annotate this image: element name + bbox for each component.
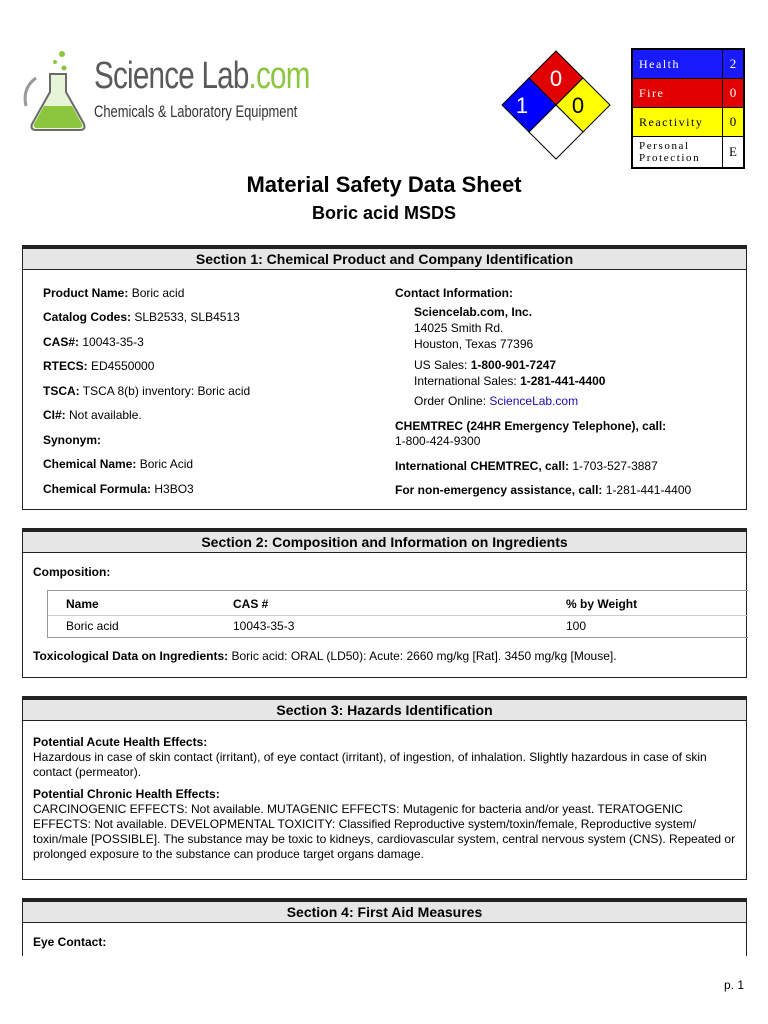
hmis-ppe-label: Personal Protection <box>633 137 723 167</box>
company-name: Sciencelab.com, Inc. <box>414 305 533 319</box>
order-online-field: Order Online: ScienceLab.com <box>414 394 579 408</box>
hmis-fire-value: 0 <box>729 85 737 100</box>
table-row-name: Boric acid <box>66 619 119 633</box>
hmis-reactivity-value: 0 <box>729 114 737 129</box>
hmis-reactivity-label: Reactivity <box>633 108 723 136</box>
synonym-field: Synonym: <box>43 433 102 447</box>
intl-sales-field: International Sales: 1-281-441-4400 <box>414 374 606 388</box>
eye-contact-label: Eye Contact: <box>33 935 107 949</box>
rtecs-field: RTECS: ED4550000 <box>43 359 155 373</box>
hmis-fire-row <box>633 79 743 108</box>
section-3 <box>22 696 747 880</box>
table-divider <box>48 615 748 616</box>
section-4-heading: Section 4: First Aid Measures <box>23 899 746 923</box>
chronic-effects-label: Potential Chronic Health Effects: <box>33 787 220 801</box>
hmis-fire-label: Fire <box>633 79 723 107</box>
nfpa-fire-value: 0 <box>549 66 563 91</box>
section-3-body <box>23 721 746 862</box>
us-sales-field: US Sales: 1-800-901-7247 <box>414 358 557 372</box>
company-address-2: Houston, Texas 77396 <box>414 337 534 351</box>
hmis-health-value: 2 <box>729 56 737 71</box>
table-header-cas: CAS # <box>233 597 269 611</box>
catalog-codes-field: Catalog Codes: SLB2533, SLB4513 <box>43 310 240 324</box>
table-row-cas: 10043-35-3 <box>233 619 295 633</box>
table-header-weight: % by Weight <box>566 597 638 611</box>
non-emergency-field: For non-emergency assistance, call: 1-281-441-4400 <box>395 483 692 497</box>
contact-info-label: Contact Information: <box>395 286 513 300</box>
document-title: Material Safety Data Sheet <box>246 172 522 197</box>
product-name-field: Product Name: Boric acid <box>43 286 185 300</box>
section-3-heading: Section 3: Hazards Identification <box>23 697 746 721</box>
nfpa-diamond <box>500 49 612 161</box>
chemtrec-phone: 1-800-424-9300 <box>395 434 481 448</box>
composition-label: Composition: <box>33 565 111 579</box>
chemical-name-field: Chemical Name: Boric Acid <box>43 457 194 471</box>
chronic-effects-text: CARCINOGENIC EFFECTS: Not available. MUTAGENIC EFFECTS: Mutagenic for bacteria and/or yeast. TERATOGENIC EFFECTS: Not available. DEVELOPMENTAL TOXICITY: Classified Reproductive system/toxin/female, Reproductive system/ toxin/male [POSSIBLE]. The substance may be toxic to kidneys, cardiovascular system, central nervous system (CNS). Repeated or prolonged exposure to the substance can produce target organs damage. <box>33 802 736 861</box>
composition-table <box>47 590 748 638</box>
hmis-ppe-row <box>633 137 743 167</box>
order-online-link[interactable]: ScienceLab.com <box>489 394 579 408</box>
document-subtitle: Boric acid MSDS <box>311 203 457 223</box>
cas-field: CAS#: 10043-35-3 <box>43 335 144 349</box>
table-row-weight: 100 <box>566 619 587 633</box>
nfpa-reactivity-value: 0 <box>571 93 585 118</box>
hmis-rating-table <box>631 48 745 169</box>
page-number: p. 1 <box>723 978 744 992</box>
flask-icon <box>22 48 92 134</box>
hmis-reactivity-row <box>633 108 743 137</box>
brand-name: Science Lab.com <box>94 55 310 97</box>
section-2 <box>22 528 747 678</box>
company-address-1: 14025 Smith Rd. <box>414 321 504 335</box>
intl-chemtrec-field: International CHEMTREC, call: 1-703-527-3887 <box>395 459 658 473</box>
sciencelab-logo[interactable] <box>22 44 310 134</box>
acute-effects-label: Potential Acute Health Effects: <box>33 735 208 749</box>
acute-effects-text: Hazardous in case of skin contact (irritant), of eye contact (irritant), of ingestion, of inhalation. Slightly hazardous in case of skin contact (permeator). <box>33 750 707 779</box>
section-2-heading: Section 2: Composition and Information on Ingredients <box>23 529 746 553</box>
ci-field: CI#: Not available. <box>43 408 142 422</box>
hmis-health-row <box>633 50 743 79</box>
chemical-formula-field: Chemical Formula: H3BO3 <box>43 482 194 496</box>
nfpa-health-value: 1 <box>515 93 529 118</box>
table-header-name: Name <box>66 597 99 611</box>
brand-tagline: Chemicals & Laboratory Equipment <box>94 102 298 121</box>
hmis-health-label: Health <box>633 50 723 78</box>
section-4 <box>22 898 747 956</box>
section-1 <box>22 245 747 510</box>
tsca-field: TSCA: TSCA 8(b) inventory: Boric acid <box>43 384 251 398</box>
chemtrec-label: CHEMTREC (24HR Emergency Telephone), call: <box>395 419 667 433</box>
section-1-heading: Section 1: Chemical Product and Company Identification <box>23 246 746 270</box>
toxicological-data: Toxicological Data on Ingredients: Boric acid: ORAL (LD50): Acute: 2660 mg/kg [Rat]. 3450 mg/kg [Mouse]. <box>33 649 617 663</box>
hmis-ppe-value: E <box>729 144 737 159</box>
